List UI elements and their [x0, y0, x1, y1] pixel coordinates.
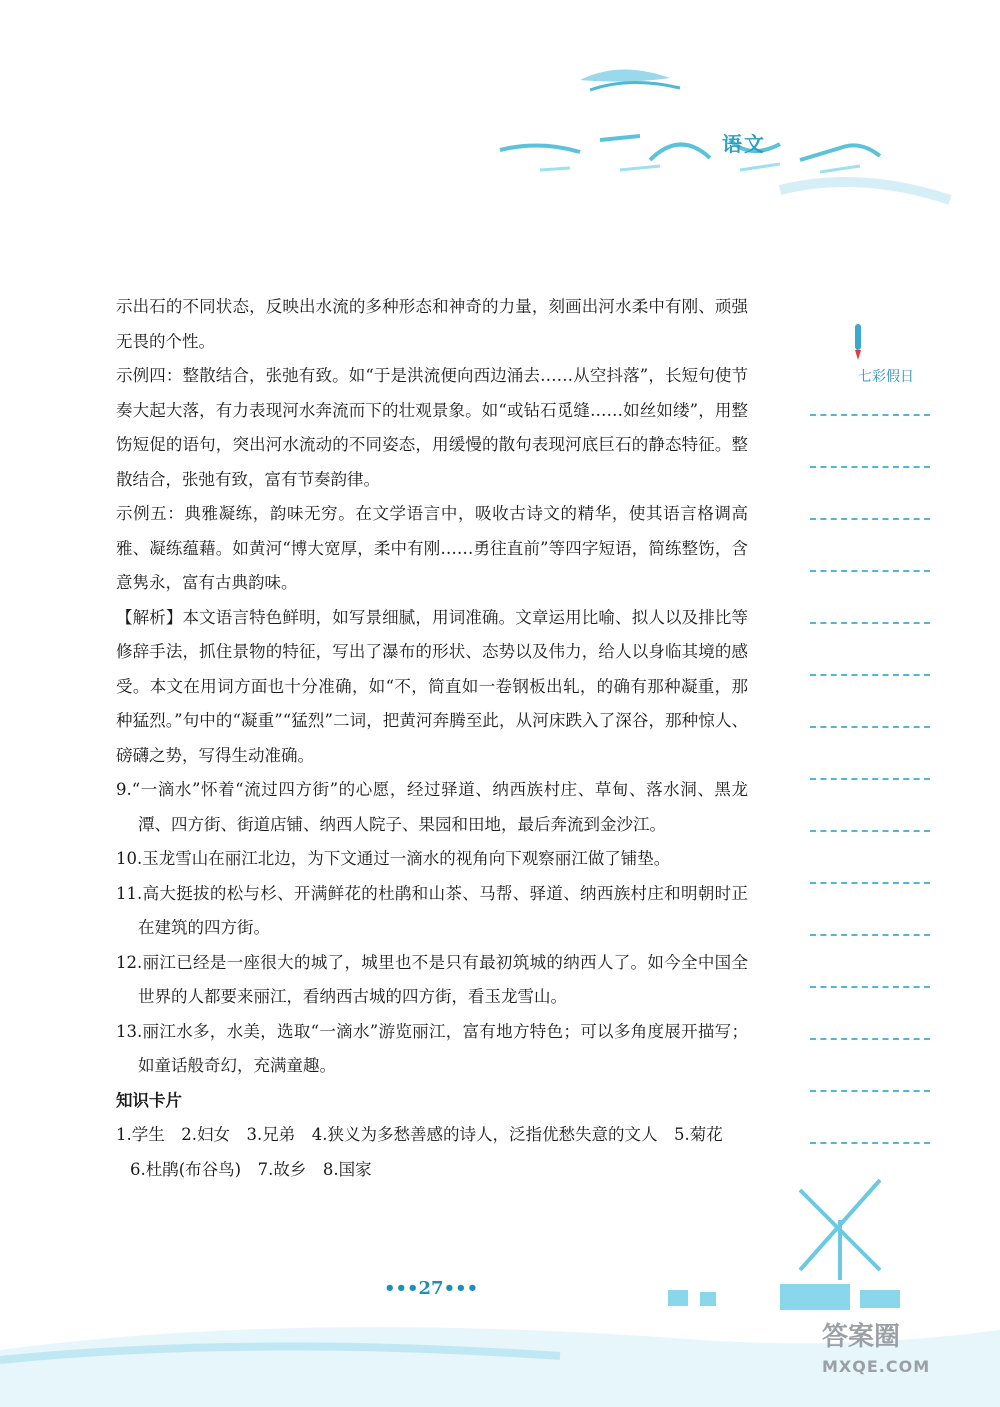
note-line [810, 674, 930, 676]
paragraph: 示出石的不同状态，反映出水流的多种形态和神奇的力量，刻画出河水柔中有刚、顽强无畏的个性。 [116, 297, 748, 351]
paragraph: 【解析】本文语言特色鲜明，如写景细腻，用词准确。文章运用比喻、拟人以及排比等修辞手法，抓住景物的特征，写出了瀑布的形状、态势以及伟力，给人以身临其境的感受。本文在用词方面也十分准确，如“不，简直如一卷钢板出轧，的确有那种凝重，那种猛烈。”句中的“凝重”“猛烈”二词，把黄河奔腾至此，从河床跌入了深谷，那种惊人、磅礴之势，写得生动准确。 [116, 607, 748, 765]
card-title: 知识卡片 [116, 1090, 182, 1110]
answer-item: 11.高大挺拔的松与杉、开满鲜花的杜鹃和山茶、马帮、驿道、纳西族村庄和明朝时正在建筑的四方街。 [116, 883, 748, 937]
watermark-url: MXQE.COM [822, 1357, 931, 1376]
note-line [810, 414, 930, 416]
note-line [810, 934, 930, 936]
paragraph: 示例五：典雅凝练，韵味无穷。在文学语言中，吸收古诗文的精华，使其语言格调高雅、凝练蕴藉。如黄河“博大宽厚，柔中有刚……勇往直前”等四字短语，简练整饬，含意隽永，富有古典韵味。 [116, 504, 748, 592]
paragraph: 示例四：整散结合，张弛有致。如“于是洪流便向西边涌去……从空抖落”，长短句使节奏大起大落，有力表现河水奔流而下的壮观景象。如“或钻石觅缝……如丝如缕”，用整饬短促的语句，突出河水流动的不同姿态，用缓慢的散句表现河底巨石的静态特征。整散结合，张弛有致，富有节奏韵律。 [116, 366, 748, 489]
sidebar-label: 七彩假日 [858, 369, 914, 385]
watermark-text: 答案圈 [822, 1322, 901, 1352]
note-line [810, 570, 930, 572]
answer-item: 13.丽江水多，水美，选取“一滴水”游览丽江，富有地方特色；可以多角度展开描写；如童话般奇幻，充满童趣。 [116, 1021, 748, 1075]
pen-icon [848, 322, 868, 362]
answer-item: 10.玉龙雪山在丽江北边，为下文通过一滴水的视角向下观察丽江做了铺垫。 [116, 849, 671, 868]
note-line [810, 1142, 930, 1144]
answer-item: 12.丽江已经是一座很大的城了，城里也不是只有最初筑城的纳西人了。如今全中国全世界的人都要来丽江，看纳西古城的四方街，看玉龙雪山。 [116, 952, 748, 1006]
answer-item: 9.“一滴水”怀着“流过四方街”的心愿，经过驿道、纳西族村庄、草甸、落水洞、黑龙潭、四方街、街道店铺、纳西人院子、果园和田地，最后奔流到金沙江。 [116, 780, 748, 834]
page-number: •••27••• [384, 1278, 479, 1299]
note-line [810, 1090, 930, 1092]
note-line [810, 830, 930, 832]
answer-content [116, 290, 748, 1187]
note-line [810, 986, 930, 988]
note-line [810, 882, 930, 884]
note-line [810, 518, 930, 520]
card-answers: 6.杜鹃(布谷鸟) 7.故乡 8.国家 [130, 1159, 372, 1179]
card-answers: 1.学生 2.妇女 3.兄弟 4.狭义为多愁善感的诗人，泛指优愁失意的文人 5.菊花 [116, 1125, 723, 1144]
note-line [810, 466, 930, 468]
header-decoration [480, 40, 960, 210]
note-line [810, 778, 930, 780]
watermark [822, 1322, 930, 1382]
note-line [810, 622, 930, 624]
note-line [810, 726, 930, 728]
subject-title: 语文 [722, 132, 766, 156]
note-line [810, 1038, 930, 1040]
